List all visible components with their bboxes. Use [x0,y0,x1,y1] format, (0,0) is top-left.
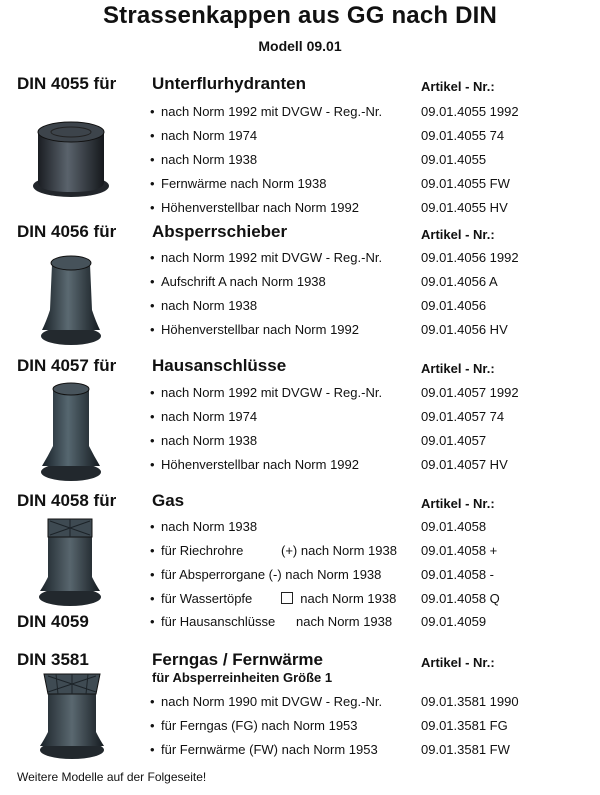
article-number: 09.01.4055 FW [421,176,510,191]
list-item: • für Ferngas (FG) nach Norm 1953 [150,718,358,733]
din-4058-heading: DIN 4058 für [17,491,117,510]
article-number: 09.01.4057 1992 [421,385,519,400]
article-number: 09.01.3581 1990 [421,694,519,709]
category-unterflurhydranten: Unterflurhydranten [152,74,306,93]
subcategory-absperreinheiten: für Absperreinheiten Größe 1 [152,670,333,685]
list-item: • nach Norm 1938 [150,152,258,167]
street-cap-tall-image [38,378,104,482]
article-header: Artikel - Nr.: [421,655,495,670]
list-item: • für Absperrorgane (-) nach Norm 1938 [150,567,382,582]
list-item: • nach Norm 1938 [150,298,258,313]
list-item: • nach Norm 1938 [150,519,258,534]
article-number: 09.01.4056 [421,298,487,313]
article-number: 09.01.4055 74 [421,128,505,143]
street-cap-square-image [36,515,104,607]
street-cap-round-image [38,250,104,346]
din-3581-heading: DIN 3581 [17,650,89,669]
article-header: Artikel - Nr.: [421,79,495,94]
list-item-norm: (+) nach Norm 1938 [281,543,397,558]
footer-note: Weitere Modelle auf der Folgeseite! [17,770,207,784]
list-item: • Aufschrift A nach Norm 1938 [150,274,326,289]
article-number: 09.01.4055 HV [421,200,508,215]
category-absperrschieber: Absperrschieber [152,222,288,241]
article-header: Artikel - Nr.: [421,496,495,511]
square-symbol-icon [281,592,293,604]
list-item: • für Fernwärme (FW) nach Norm 1953 [150,742,378,757]
article-number: 09.01.4055 [421,152,487,167]
list-item: • nach Norm 1992 mit DVGW - Reg.-Nr. [150,250,383,265]
list-item: • Höhenverstellbar nach Norm 1992 [150,322,359,337]
article-number: 09.01.4057 HV [421,457,508,472]
article-number: 09.01.4058 [421,519,487,534]
list-item: • für Wassertöpfe [150,591,253,606]
list-item: • Höhenverstellbar nach Norm 1992 [150,457,359,472]
list-item: • Fernwärme nach Norm 1938 [150,176,327,191]
list-item: • für Riechrohre [150,543,244,558]
article-number: 09.01.4056 HV [421,322,508,337]
street-cap-square-large-image [36,668,108,760]
article-number: 09.01.3581 FW [421,742,510,757]
article-header: Artikel - Nr.: [421,361,495,376]
list-item-norm: nach Norm 1938 [296,614,393,629]
article-number: 09.01.4058 - [421,567,495,582]
list-item: • nach Norm 1992 mit DVGW - Reg.-Nr. [150,104,383,119]
din-4059-heading: DIN 4059 [17,612,89,631]
list-item: • für Hausanschlüsse [150,614,276,629]
list-item-norm: nach Norm 1938 [281,591,396,606]
article-number: 09.01.4057 74 [421,409,505,424]
list-item: • nach Norm 1974 [150,409,258,424]
article-number: 09.01.4056 A [421,274,498,289]
page-subtitle: Modell 09.01 [258,38,342,54]
article-number: 09.01.4057 [421,433,487,448]
article-number: 09.01.4055 1992 [421,104,519,119]
article-number: 09.01.4058 + [421,543,498,558]
din-4056-heading: DIN 4056 für [17,222,117,241]
article-header: Artikel - Nr.: [421,227,495,242]
din-4055-heading: DIN 4055 für [17,74,117,93]
list-item: • nach Norm 1938 [150,433,258,448]
article-number: 09.01.4058 Q [421,591,500,606]
category-hausanschluesse: Hausanschlüsse [152,356,287,375]
page-title: Strassenkappen aus GG nach DIN [102,2,498,29]
list-item: • Höhenverstellbar nach Norm 1992 [150,200,359,215]
article-number: 09.01.4059 [421,614,487,629]
list-item: • nach Norm 1974 [150,128,258,143]
article-number: 09.01.4056 1992 [421,250,519,265]
category-ferngas-fernwaerme: Ferngas / Fernwärme [152,650,324,669]
din-4057-heading: DIN 4057 für [17,356,117,375]
category-gas: Gas [152,491,185,510]
street-cap-oval-image [30,112,112,200]
list-item: • nach Norm 1990 mit DVGW - Reg.-Nr. [150,694,383,709]
article-number: 09.01.3581 FG [421,718,508,733]
list-item: • nach Norm 1992 mit DVGW - Reg.-Nr. [150,385,383,400]
